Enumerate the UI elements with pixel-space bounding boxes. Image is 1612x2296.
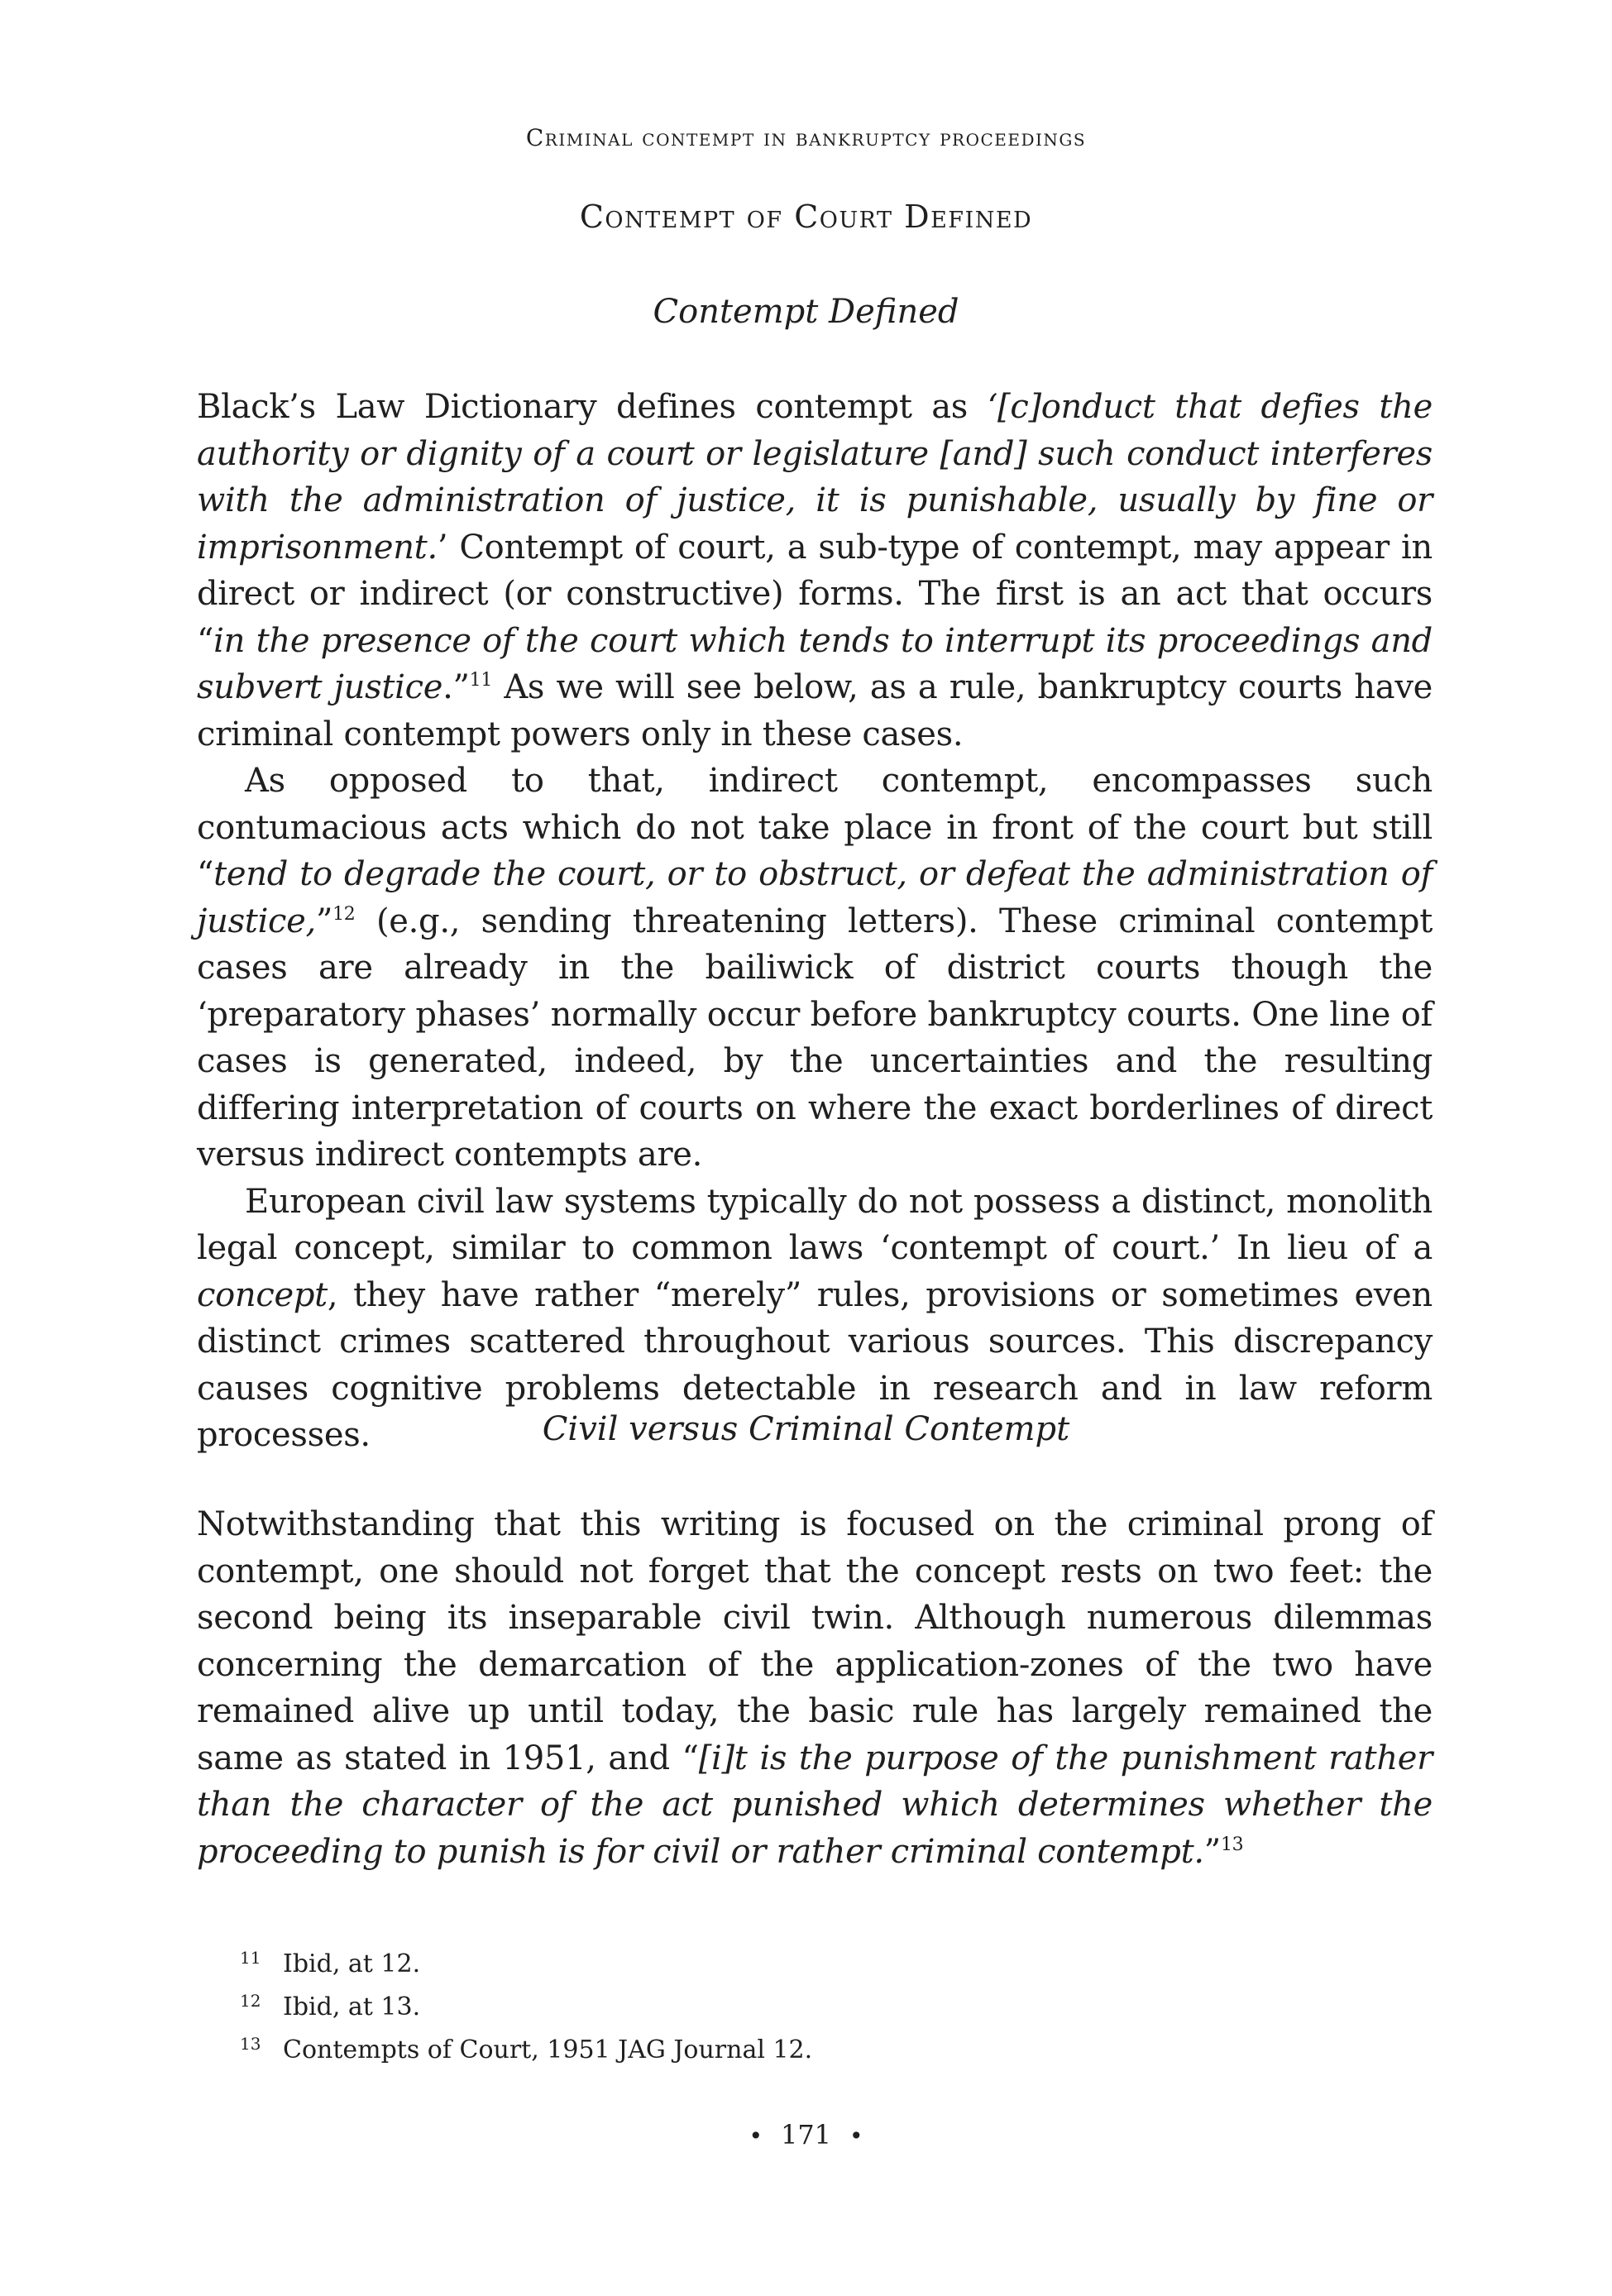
p3-emphasis-concept: concept	[197, 1275, 328, 1314]
footnote-number: 12	[240, 1991, 261, 2011]
body-text-block-1	[197, 384, 1433, 1459]
paragraph-4	[197, 1501, 1433, 1875]
bullet-icon: •	[749, 2122, 763, 2150]
p3-text: European civil law systems typically do not possess a distinct, monolith legal concept, similar to common laws ‘contempt of court.’ In lieu of a	[197, 1182, 1433, 1267]
p1-text: Black’s Law Dictionary defines contempt as	[197, 388, 988, 426]
running-head: Criminal contempt in bankruptcy proceedings	[525, 124, 1087, 151]
p4-text: Notwithstanding that this writing is focused on the criminal prong of contempt, one should not forget that the concept rests on two feet: the second being its inseparable civil twin. Although numerous dilemmas concerning the demarcation of the application-zones of the two have remained alive up until today, the basic rule has largely remained the same as stated in 1951, and “	[197, 1505, 1433, 1777]
page-number-footer	[0, 2119, 1612, 2150]
p1-text: As we will see below, as a rule, bankruptcy courts have criminal contempt powers only in these cases.	[197, 668, 1433, 753]
footnote-text: Ibid, at 13.	[283, 1992, 421, 2021]
p1-text: ’ Contempt of court, a sub-type of contempt, may appear in direct or indirect (or constructive) forms. The first is an act that occurs “	[197, 528, 1433, 660]
subsection-title-civil-vs-criminal: Civil versus Criminal Contempt	[542, 1410, 1070, 1448]
p1-quote-presence: in the presence of the court which tends to interrupt its proceedings and subvert justice	[197, 621, 1433, 706]
p3-text: , they have rather “merely” rules, provisions or sometimes even distinct crimes scattered throughout various sources. This discrepancy causes cognitive problems detectable in research and in law reform processes.	[197, 1275, 1433, 1454]
body-text-block-2	[197, 1501, 1433, 1875]
footnote-number: 13	[240, 2034, 261, 2054]
p4-text: ”	[1203, 1832, 1221, 1871]
page-number: 171	[780, 2119, 832, 2150]
p1-quote-blacks: ‘[c]onduct that defies the authority or dignity of a court or legislature [and] such conduct interferes with the administration of justice, it is punishable, usually by fine or imprisonment.	[197, 388, 1433, 567]
section-title: Contempt of Court Defined	[579, 199, 1033, 235]
p1-text: .”	[442, 668, 470, 706]
subsection-title-contempt-defined: Contempt Defined	[653, 293, 959, 331]
footnotes	[240, 1944, 1398, 2073]
footnote-ref-12[interactable]: 12	[332, 903, 356, 925]
p2-quote-degrade: tend to degrade the court, or to obstruct, or defeat the administration of justice,	[197, 855, 1433, 940]
bullet-icon: •	[849, 2122, 863, 2150]
footnote-11	[240, 1944, 1398, 1987]
p4-quote-purpose: [i]t is the purpose of the punishment rather than the character of the act punished which determines whether the proceeding to punish is for civil or rather criminal contempt.	[197, 1739, 1433, 1871]
footnote-ref-11[interactable]: 11	[469, 670, 493, 691]
footnote-12	[240, 1987, 1398, 2030]
footnote-text: Ibid, at 12.	[283, 1949, 421, 1978]
paragraph-2	[197, 758, 1433, 1179]
p2-text: (e.g., sending threatening letters). These criminal contempt cases are already in the bailiwick of district courts though the ‘preparatory phases’ normally occur before bankruptcy courts. One line of cases is generated, indeed, by the uncertainties and the resulting differing interpretation of courts on where the exact borderlines of direct versus indirect contempts are.	[197, 902, 1433, 1174]
footnote-text: Contempts of Court, 1951 JAG Journal 12.	[283, 2035, 813, 2064]
footnote-number: 11	[240, 1948, 261, 1968]
paragraph-1	[197, 384, 1433, 758]
p2-text: As opposed to that, indirect contempt, encompasses such contumacious acts which do not take place in front of the court but still “	[197, 762, 1433, 893]
footnote-13	[240, 2030, 1398, 2073]
p2-text: ”	[315, 902, 333, 940]
footnote-ref-13[interactable]: 13	[1220, 1834, 1244, 1855]
